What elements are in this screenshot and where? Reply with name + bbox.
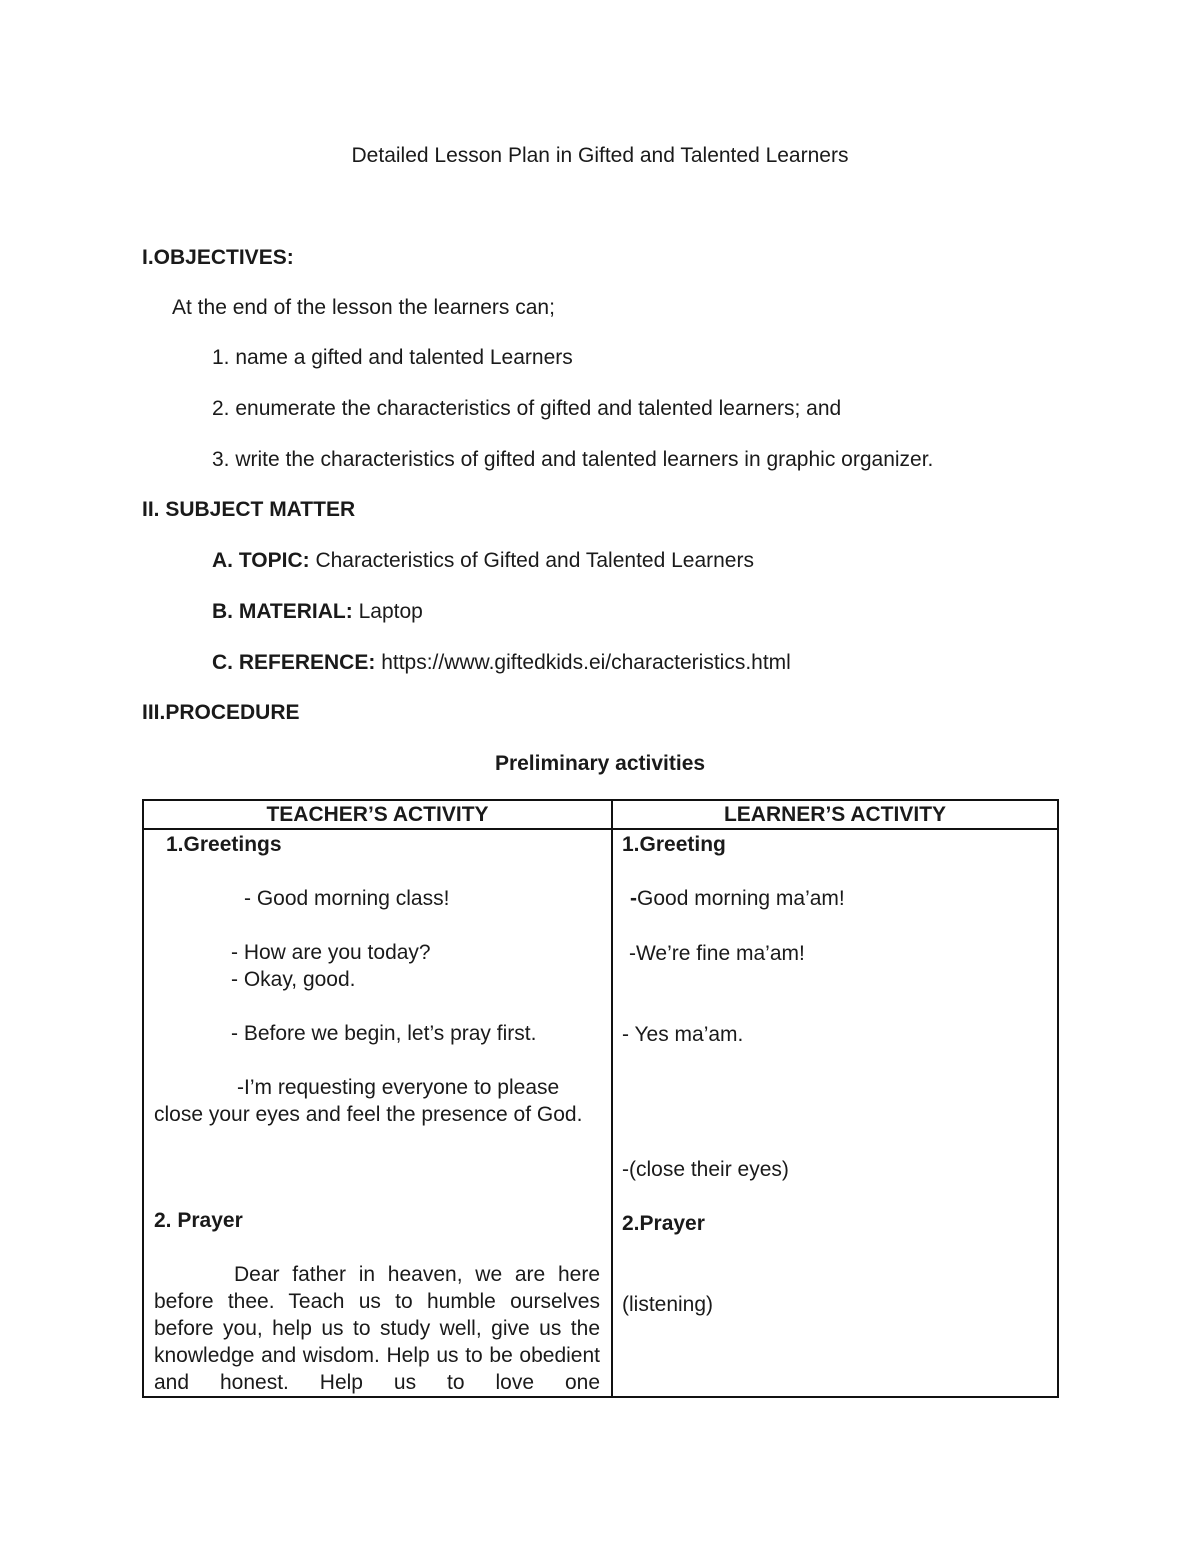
teacher-line: - Good morning class! bbox=[244, 887, 450, 910]
reference-label: C. REFERENCE: bbox=[212, 651, 376, 674]
learner-greeting-heading: 1.Greeting bbox=[622, 833, 726, 856]
teacher-line: - Okay, good. bbox=[231, 968, 356, 991]
objective-item: 3. write the characteristics of gifted and talented learners in graphic organizer. bbox=[212, 448, 934, 471]
reference-value: https://www.giftedkids.ei/characteristics.html bbox=[375, 651, 791, 674]
activities-table bbox=[142, 799, 1059, 1398]
material-line bbox=[212, 599, 423, 625]
learner-line: -(close their eyes) bbox=[622, 1158, 789, 1181]
learner-dash: - bbox=[630, 887, 637, 910]
teacher-line: - Before we begin, let’s pray first. bbox=[231, 1022, 537, 1045]
preliminary-activities-heading: Preliminary activities bbox=[494, 752, 706, 775]
teacher-line: - How are you today? bbox=[231, 941, 431, 964]
topic-value: Characteristics of Gifted and Talented Learners bbox=[309, 549, 754, 572]
column-divider bbox=[611, 801, 613, 1396]
learner-line bbox=[630, 885, 845, 912]
teacher-greetings-heading: 1.Greetings bbox=[166, 833, 282, 856]
teacher-prayer-heading: 2. Prayer bbox=[154, 1209, 243, 1232]
topic-line bbox=[212, 548, 754, 574]
learner-good-morning: Good morning ma’am! bbox=[637, 887, 845, 910]
subject-matter-heading: II. SUBJECT MATTER bbox=[142, 498, 356, 521]
reference-line bbox=[212, 650, 791, 676]
learner-line: - Yes ma’am. bbox=[622, 1023, 744, 1046]
objectives-intro: At the end of the lesson the learners can; bbox=[172, 296, 555, 319]
teacher-prayer-paragraph: Dear father in heaven, we are here before thee. Teach us to humble ourselves before you, help us to study well, give us the knowledge and wisdom. Help us to be obedient and honest. Help us to love one bbox=[154, 1263, 600, 1394]
objectives-heading: I.OBJECTIVES: bbox=[142, 246, 294, 269]
material-value: Laptop bbox=[352, 600, 423, 623]
teacher-requesting-paragraph: -I’m requesting everyone to please close your eyes and feel the presence of God. bbox=[154, 1076, 583, 1126]
topic-label: A. TOPIC: bbox=[212, 549, 310, 572]
learner-activity-header: LEARNER’S ACTIVITY bbox=[723, 803, 947, 826]
learner-line: -We’re fine ma’am! bbox=[629, 942, 805, 965]
learner-line: (listening) bbox=[622, 1293, 714, 1316]
header-divider bbox=[144, 828, 1057, 830]
material-label: B. MATERIAL: bbox=[212, 600, 353, 623]
procedure-heading: III.PROCEDURE bbox=[142, 701, 300, 724]
teacher-activity-header: TEACHER’S ACTIVITY bbox=[266, 803, 489, 826]
objective-item: 2. enumerate the characteristics of gifted and talented learners; and bbox=[212, 397, 842, 420]
objective-item: 1. name a gifted and talented Learners bbox=[212, 346, 573, 369]
document-title: Detailed Lesson Plan in Gifted and Talented Learners bbox=[351, 144, 849, 167]
learner-prayer-heading: 2.Prayer bbox=[622, 1212, 705, 1235]
